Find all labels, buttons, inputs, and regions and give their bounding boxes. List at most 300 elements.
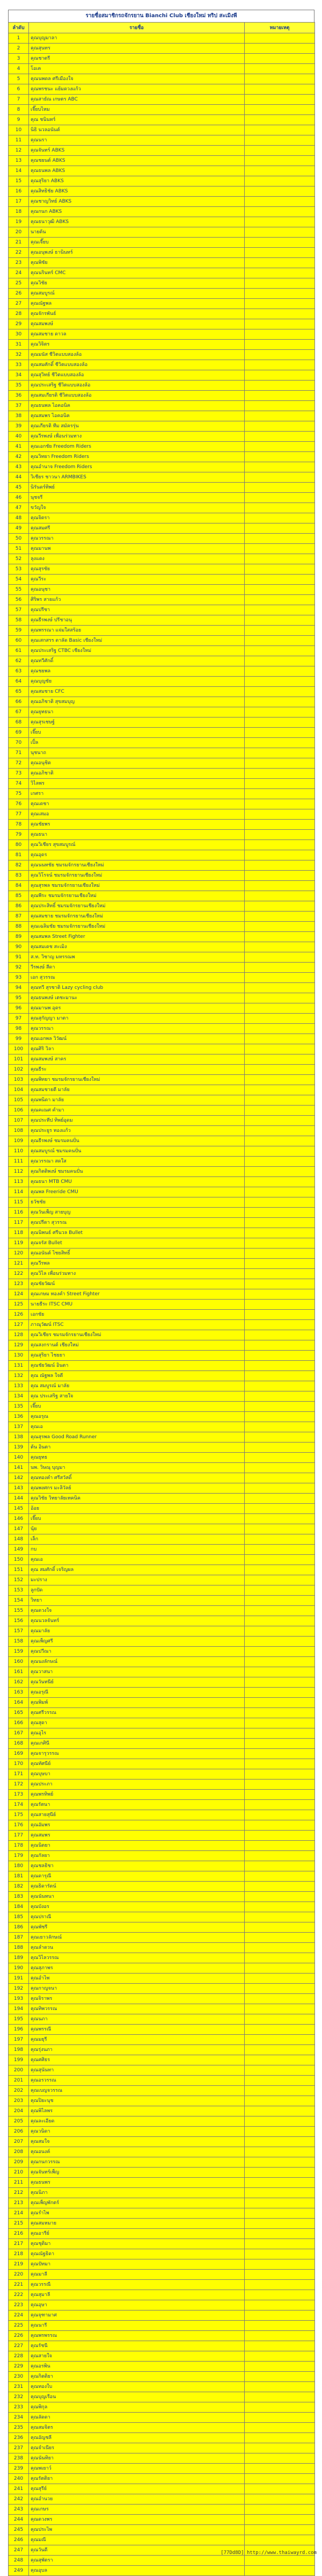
- member-note: [245, 2474, 315, 2484]
- member-note: [245, 166, 315, 176]
- member-name: คุณปิยะนุช: [29, 2096, 245, 2106]
- member-note: [245, 329, 315, 340]
- row-number: 146: [9, 1514, 29, 1524]
- row-number: 114: [9, 1187, 29, 1197]
- table-row: [9, 1116, 315, 1126]
- member-note: [245, 1933, 315, 1943]
- member-name: ศิริพร สายแก้ว: [29, 595, 245, 605]
- table-row: [9, 146, 315, 156]
- table-row: [9, 1402, 315, 1412]
- member-name: คุณมนัส ชีวิตแบบสองล้อ: [29, 350, 245, 360]
- table-row: [9, 2310, 315, 2321]
- row-number: 188: [9, 1943, 29, 1953]
- table-row: [9, 472, 315, 483]
- member-note: [245, 135, 315, 146]
- row-number: 206: [9, 2127, 29, 2137]
- member-name: คุณสมชาย ชมรมจักรยานเชียงใหม่: [29, 912, 245, 922]
- member-note: [245, 1065, 315, 1075]
- member-name: คุณบุษบา: [29, 1769, 245, 1779]
- table-row: [9, 1953, 315, 1963]
- table-row: [9, 1136, 315, 1146]
- member-note: [245, 973, 315, 983]
- row-number: 222: [9, 2290, 29, 2300]
- member-note: [245, 74, 315, 84]
- table-row: [9, 1851, 315, 1861]
- table-row: [9, 2392, 315, 2402]
- member-name: คุณกนก ABKS: [29, 207, 245, 217]
- member-note: [245, 2137, 315, 2147]
- member-note: [245, 1106, 315, 1116]
- row-number: 154: [9, 1596, 29, 1606]
- row-number: 244: [9, 2515, 29, 2525]
- member-name: คุณบังอร: [29, 1902, 245, 1912]
- table-row: [9, 1616, 315, 1626]
- member-note: [245, 1391, 315, 1402]
- member-name: คุณปรีชา: [29, 605, 245, 615]
- table-row: [9, 1106, 315, 1116]
- member-note: [245, 687, 315, 697]
- member-name: คุณชัยวัฒน์ อินตา: [29, 1361, 245, 1371]
- member-name: คุณสมพงษ์ สาคร: [29, 1054, 245, 1065]
- member-note: [245, 2556, 315, 2566]
- row-number: 145: [9, 1504, 29, 1514]
- member-note: [245, 2525, 315, 2535]
- member-name: คุณชัยวัฒน์: [29, 1279, 245, 1289]
- member-note: [245, 421, 315, 432]
- member-name: คุณนวลจันทร์: [29, 1616, 245, 1626]
- row-number: 99: [9, 1034, 29, 1044]
- member-name: คุณวันทนีย์: [29, 1677, 245, 1688]
- table-row: [9, 1320, 315, 1330]
- member-note: [245, 666, 315, 677]
- member-name: คุณชยพล: [29, 666, 245, 677]
- row-number: 106: [9, 1106, 29, 1116]
- member-note: [245, 728, 315, 738]
- table-row: [9, 748, 315, 758]
- member-note: [245, 2208, 315, 2219]
- row-number: 228: [9, 2351, 29, 2362]
- member-name: คุณสุนทร: [29, 44, 245, 54]
- table-row: [9, 319, 315, 329]
- member-name: คุณพนิดา มาลัย: [29, 1095, 245, 1106]
- row-number: 56: [9, 595, 29, 605]
- row-number: 6: [9, 84, 29, 95]
- row-number: 131: [9, 1361, 29, 1371]
- member-note: [245, 1330, 315, 1340]
- member-note: [245, 370, 315, 381]
- member-name: คุณ ประเสริฐ สายใจ: [29, 1391, 245, 1402]
- row-number: 223: [9, 2300, 29, 2310]
- member-note: [245, 1248, 315, 1259]
- row-number: 162: [9, 1677, 29, 1688]
- member-name: คุณรัตติยา: [29, 2474, 245, 2484]
- member-note: [245, 1616, 315, 1626]
- member-note: [245, 44, 315, 54]
- row-number: 205: [9, 2116, 29, 2127]
- member-name: คุณพรรณา แจ่มใสสร้อย: [29, 626, 245, 636]
- member-name: คุณสมชาย ดาวล: [29, 329, 245, 340]
- member-note: [245, 1504, 315, 1514]
- member-name: คุณนันทนา: [29, 1892, 245, 1902]
- member-name: คุณสายสุนีย์: [29, 1810, 245, 1820]
- member-note: [245, 1453, 315, 1463]
- member-name: คุณอนุชา: [29, 585, 245, 595]
- member-name: คุณอัมพร: [29, 1820, 245, 1831]
- member-note: [245, 850, 315, 860]
- member-name: คุณสมหมาย: [29, 2219, 245, 2229]
- member-name: เจี๊ยบ: [29, 1402, 245, 1412]
- table-row: [9, 2106, 315, 2116]
- member-note: [245, 2505, 315, 2515]
- member-note: [245, 1534, 315, 1545]
- member-name: คุณวิชัย: [29, 278, 245, 289]
- row-number: 44: [9, 472, 29, 483]
- member-note: [245, 472, 315, 483]
- member-name: คุณธนพล ABKS: [29, 166, 245, 176]
- row-number: 77: [9, 809, 29, 820]
- member-note: [245, 1483, 315, 1494]
- member-name: คุณเกษม ทองคำ Street Fighter: [29, 1289, 245, 1300]
- table-row: [9, 1269, 315, 1279]
- member-note: [245, 523, 315, 534]
- member-name: คุณเสกสรร ดาลัด Basic เชียงใหม่: [29, 636, 245, 646]
- row-number: 23: [9, 258, 29, 268]
- table-row: [9, 1259, 315, 1269]
- table-row: [9, 666, 315, 677]
- member-name: คุณศศิธร: [29, 2055, 245, 2065]
- member-name: คุณกาญจนา: [29, 1984, 245, 1994]
- row-number: 90: [9, 942, 29, 952]
- row-number: 76: [9, 799, 29, 809]
- member-note: [245, 1014, 315, 1024]
- member-name: คุณจำเนียร: [29, 2443, 245, 2453]
- member-name: คุณสุรเชษฐ์: [29, 717, 245, 728]
- row-number: 79: [9, 830, 29, 840]
- table-row: [9, 728, 315, 738]
- table-row: [9, 1637, 315, 1647]
- row-number: 110: [9, 1146, 29, 1157]
- row-number: 159: [9, 1647, 29, 1657]
- member-note: [245, 1688, 315, 1698]
- member-name: คุณพล Freeride CMU: [29, 1187, 245, 1197]
- row-number: 128: [9, 1330, 29, 1340]
- table-row: [9, 513, 315, 523]
- row-number: 151: [9, 1565, 29, 1575]
- member-note: [245, 513, 315, 523]
- table-row: [9, 452, 315, 462]
- table-row: [9, 84, 315, 95]
- row-number: 46: [9, 493, 29, 503]
- row-number: 169: [9, 1749, 29, 1759]
- member-name: คุณมานพ: [29, 544, 245, 554]
- row-number: 182: [9, 1882, 29, 1892]
- row-number: 183: [9, 1892, 29, 1902]
- member-name: คุณปราณี: [29, 1912, 245, 1922]
- member-name: คุณวรรณา: [29, 1024, 245, 1034]
- member-note: [245, 1422, 315, 1432]
- row-number: 246: [9, 2535, 29, 2545]
- member-name: คุณจารุวรรณ: [29, 1749, 245, 1759]
- member-note: [245, 1596, 315, 1606]
- member-note: [245, 595, 315, 605]
- table-row: [9, 523, 315, 534]
- member-name: คุณนภา: [29, 2014, 245, 2025]
- member-name: คุณธนพงษ์ เตชะมานะ: [29, 993, 245, 1003]
- table-row: [9, 1167, 315, 1177]
- member-note: [245, 1545, 315, 1555]
- member-note: [245, 1320, 315, 1330]
- header-no: ลำดับ: [9, 23, 29, 33]
- member-note: [245, 717, 315, 728]
- table-row: [9, 248, 315, 258]
- table-row: [9, 299, 315, 309]
- member-name: เอก สุวรรณ: [29, 973, 245, 983]
- member-name: นุ้ย: [29, 1524, 245, 1534]
- member-note: [245, 1197, 315, 1208]
- member-name: คุณอภิชาติ สุขสมบุญ: [29, 697, 245, 707]
- member-name: คุณเพ็ญพักตร์: [29, 2198, 245, 2208]
- row-number: 170: [9, 1759, 29, 1769]
- table-row: [9, 850, 315, 860]
- row-number: 237: [9, 2443, 29, 2453]
- row-number: 33: [9, 360, 29, 370]
- table-row: [9, 1759, 315, 1769]
- member-name: คุณประเสริฐ ชีวิตแบบสองล้อ: [29, 381, 245, 391]
- member-name: คุณสมพร: [29, 1831, 245, 1841]
- row-number: 149: [9, 1545, 29, 1555]
- member-note: [245, 411, 315, 421]
- member-name: คุณประภา: [29, 1779, 245, 1790]
- member-note: [245, 564, 315, 575]
- table-row: [9, 769, 315, 779]
- member-note: [245, 1739, 315, 1749]
- member-note: [245, 1831, 315, 1841]
- row-number: 91: [9, 952, 29, 963]
- table-row: [9, 2290, 315, 2300]
- row-number: 150: [9, 1555, 29, 1565]
- table-row: [9, 758, 315, 769]
- member-name: คุณธนาวุฒิ ABKS: [29, 217, 245, 227]
- member-note: [245, 1514, 315, 1524]
- table-row: [9, 1831, 315, 1841]
- row-number: 167: [9, 1728, 29, 1739]
- row-number: 236: [9, 2433, 29, 2443]
- member-note: [245, 248, 315, 258]
- table-row: [9, 1208, 315, 1218]
- member-name: คุณวีรพล: [29, 1259, 245, 1269]
- member-note: [245, 1718, 315, 1728]
- table-row: [9, 1984, 315, 1994]
- table-row: [9, 1289, 315, 1300]
- table-row: [9, 2004, 315, 2014]
- table-row: [9, 370, 315, 381]
- member-note: [245, 2116, 315, 2127]
- member-name: คุณพงศกร มะลิวัลย์: [29, 1483, 245, 1494]
- member-name: ภาณุวัฒน์ ITSC: [29, 1320, 245, 1330]
- row-number: 104: [9, 1085, 29, 1095]
- member-name: คุณเยาวลักษณ์: [29, 1933, 245, 1943]
- row-number: 20: [9, 227, 29, 238]
- row-number: 22: [9, 248, 29, 258]
- member-note: [245, 626, 315, 636]
- member-note: [245, 442, 315, 452]
- member-note: [245, 2413, 315, 2423]
- table-row: [9, 1688, 315, 1698]
- table-row: [9, 1054, 315, 1065]
- member-note: [245, 1647, 315, 1657]
- row-number: 249: [9, 2566, 29, 2576]
- member-name: คุณธีรพงษ์ ปรีชาอนุ: [29, 615, 245, 626]
- row-number: 64: [9, 677, 29, 687]
- row-number: 94: [9, 983, 29, 993]
- row-number: 123: [9, 1279, 29, 1289]
- member-name: คุณพีระ ชมรมจักรยานเชียงใหม่: [29, 891, 245, 901]
- table-row: [9, 901, 315, 912]
- table-row: [9, 503, 315, 513]
- row-number: 190: [9, 1963, 29, 1974]
- row-number: 42: [9, 452, 29, 462]
- table-row: [9, 401, 315, 411]
- member-name: คุณทวี สุรชาติ Lazy cycling club: [29, 983, 245, 993]
- member-name: คุณมาลัย: [29, 1626, 245, 1637]
- table-row: [9, 1575, 315, 1585]
- member-note: [245, 2423, 315, 2433]
- table-row: [9, 2535, 315, 2545]
- row-number: 18: [9, 207, 29, 217]
- row-number: 239: [9, 2464, 29, 2474]
- member-name: คุณเกียรติ ทีม สมัครรุ่น: [29, 421, 245, 432]
- row-number: 120: [9, 1248, 29, 1259]
- row-number: 3: [9, 54, 29, 64]
- member-name: เจี๊ยบไหม: [29, 105, 245, 115]
- table-row: [9, 340, 315, 350]
- member-note: [245, 2239, 315, 2249]
- row-number: 85: [9, 891, 29, 901]
- table-row: [9, 289, 315, 299]
- row-number: 34: [9, 370, 29, 381]
- member-name: อ้อย: [29, 1504, 245, 1514]
- member-note: [245, 401, 315, 411]
- member-note: [245, 2157, 315, 2168]
- member-note: [245, 1289, 315, 1300]
- member-name: คุณสมชายดี มาลัย: [29, 1085, 245, 1095]
- member-note: [245, 1575, 315, 1585]
- member-name: คุณพิทยา ชมรมจักรยานเชียงใหม่: [29, 1075, 245, 1085]
- member-note: [245, 2259, 315, 2270]
- row-number: 70: [9, 738, 29, 748]
- table-row: [9, 1351, 315, 1361]
- member-name: คุณอารีย์: [29, 2229, 245, 2239]
- member-name: คุณพิไลพร: [29, 2106, 245, 2116]
- row-number: 157: [9, 1626, 29, 1637]
- row-number: 81: [9, 850, 29, 860]
- table-row: [9, 626, 315, 636]
- member-note: [245, 115, 315, 125]
- member-note: [245, 1228, 315, 1238]
- row-number: 140: [9, 1453, 29, 1463]
- member-name: คุณชาญวิทย์ ABKS: [29, 197, 245, 207]
- row-number: 86: [9, 901, 29, 912]
- table-row: [9, 1871, 315, 1882]
- table-row: [9, 2168, 315, 2178]
- member-name: คุณบุญเรือน: [29, 2392, 245, 2402]
- member-name: คุณอรวรรณ: [29, 2076, 245, 2086]
- member-note: [245, 105, 315, 115]
- member-note: [245, 605, 315, 615]
- table-row: [9, 1065, 315, 1075]
- member-note: [245, 860, 315, 871]
- row-number: 234: [9, 2413, 29, 2423]
- member-name: คุณพิชัย: [29, 258, 245, 268]
- table-row: [9, 1177, 315, 1187]
- member-note: [245, 2014, 315, 2025]
- member-note: [245, 1361, 315, 1371]
- member-name: คุณวันเพ็ญ สายบุญ: [29, 1208, 245, 1218]
- member-name: คุณสมศรี: [29, 523, 245, 534]
- row-number: 202: [9, 2086, 29, 2096]
- member-name: คุณสุริยา ABKS: [29, 176, 245, 186]
- member-name: คุณประเสริฐ CTBC เชียงใหม่: [29, 646, 245, 656]
- table-row: [9, 564, 315, 575]
- member-name: คุณวาสนา: [29, 1667, 245, 1677]
- table-row: [9, 2443, 315, 2453]
- member-note: [245, 2045, 315, 2055]
- member-name: คุณนพดล ศรีเมืองใจ: [29, 74, 245, 84]
- table-row: [9, 1534, 315, 1545]
- member-note: [245, 1606, 315, 1616]
- member-name: คุณสมใจ: [29, 2137, 245, 2147]
- table-row: [9, 176, 315, 186]
- table-row: [9, 963, 315, 973]
- member-note: [245, 2065, 315, 2076]
- table-row: [9, 493, 315, 503]
- member-name: คุณวิทยา Freedom Riders: [29, 452, 245, 462]
- member-note: [245, 1943, 315, 1953]
- member-note: [245, 1851, 315, 1861]
- member-name: คุณสุรพล Good Road Runner: [29, 1432, 245, 1443]
- table-row: [9, 381, 315, 391]
- row-number: 72: [9, 758, 29, 769]
- member-note: [245, 1412, 315, 1422]
- member-note: [245, 1075, 315, 1085]
- table-row: [9, 2566, 315, 2576]
- member-name: คุณเฉลิมชัย ชมรมจักรยานเชียงใหม่: [29, 922, 245, 932]
- table-row: [9, 1443, 315, 1453]
- row-number: 153: [9, 1585, 29, 1596]
- row-number: 144: [9, 1494, 29, 1504]
- member-note: [245, 2464, 315, 2474]
- table-row: [9, 483, 315, 493]
- table-row: [9, 2525, 315, 2535]
- table-row: [9, 1218, 315, 1228]
- member-name: ขวัญใจ: [29, 503, 245, 513]
- member-note: [245, 207, 315, 217]
- member-name: คุณพิมพ์: [29, 1698, 245, 1708]
- row-number: 200: [9, 2065, 29, 2076]
- member-note: [245, 1054, 315, 1065]
- member-note: [245, 2535, 315, 2545]
- table-row: [9, 1963, 315, 1974]
- table-row: [9, 575, 315, 585]
- member-name: นายธีระ ITSC CMU: [29, 1300, 245, 1310]
- row-number: 93: [9, 973, 29, 983]
- table-row: [9, 2372, 315, 2382]
- row-number: 55: [9, 585, 29, 595]
- table-row: [9, 156, 315, 166]
- row-number: 171: [9, 1769, 29, 1779]
- row-number: 1: [9, 33, 29, 44]
- member-note: [245, 1187, 315, 1197]
